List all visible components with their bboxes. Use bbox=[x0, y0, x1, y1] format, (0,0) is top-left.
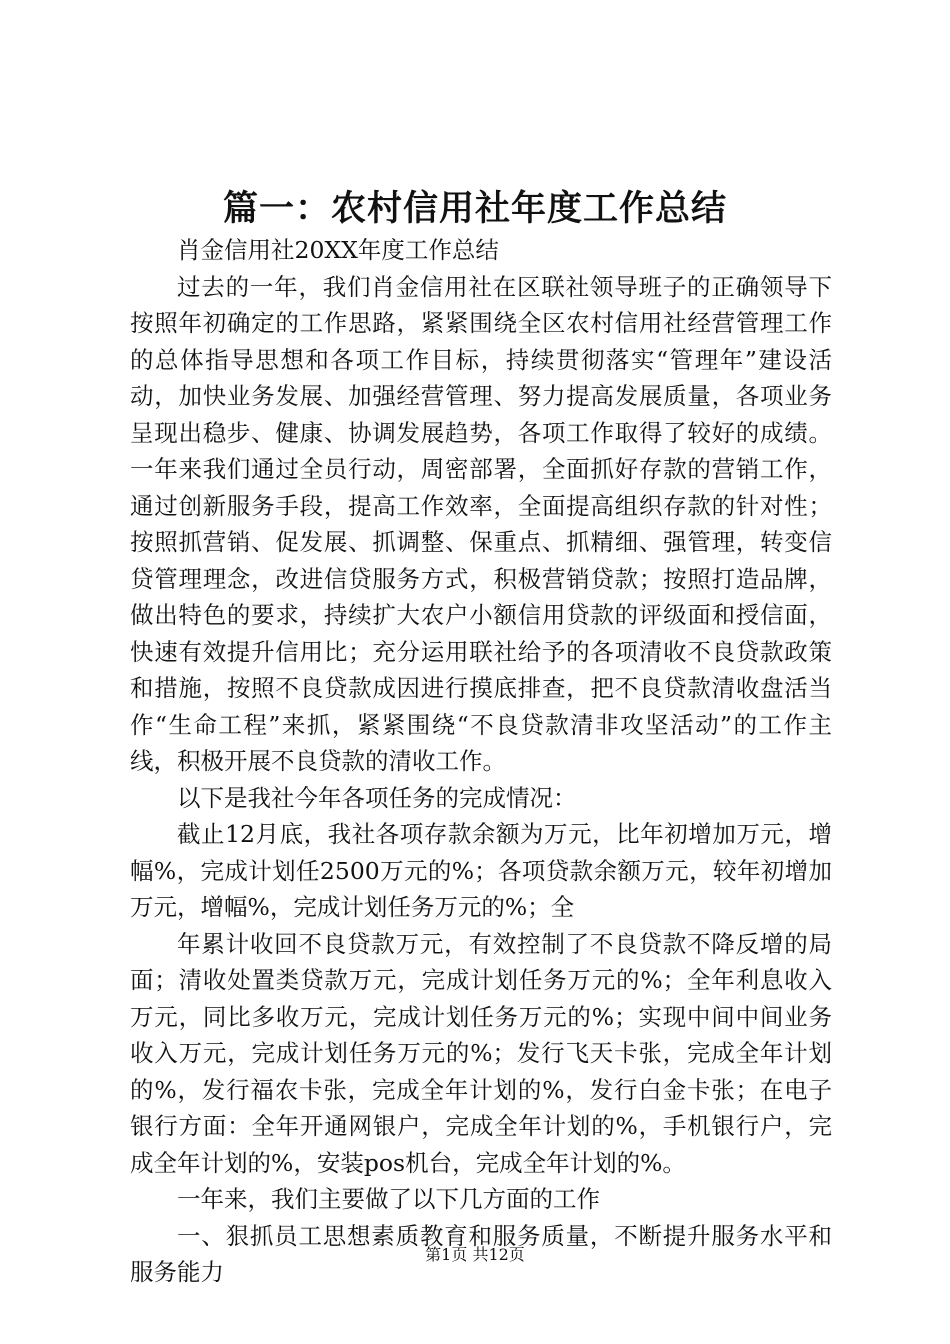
paragraph-work-intro: 一年来，我们主要做了以下几方面的工作 bbox=[177, 1185, 600, 1213]
document-title: 篇一：农村信用社年度工作总结 bbox=[222, 188, 727, 229]
paragraph-task-intro: 以下是我社今年各项任务的完成情况： bbox=[177, 783, 577, 812]
page-number-footer: 第1页 共12页 bbox=[425, 1245, 525, 1264]
paragraph-overview: 过去的一年，我们肖金信用社在区联社领导班子的正确领导下按照年初确定的工作思路，紧紧围绕全区农村信用社经营管理工作的总体指导思想和各项工作目标，持续贯彻落实“管理年”建设活动，加快业务发展、加强经营管理、努力提高发展质量，各项业务呈现出稳步、健康、协调发展趋势，各项工作取得了较好的成绩。一年来我们通过全员行动，周密部署，全面抓好存款的营销工作，通过创新服务手段，提高工作效率，全面提高组织存款的针对性；按照抓营销、促发展、抓调整、保重点、抓精细、强管理，转变信贷管理理念，改进信贷服务方式，积极营销贷款；按照打造品牌，做出特色的要求，持续扩大农户小额信用贷款的评级面和授信面，快速有效提升信用比；充分运用联社给予的各项清收不良贷款政策和措施，按照不良贷款成因进行摸底排查，把不良贷款清收盘活当作“生命工程”来抓，紧紧围绕“不良贷款清非攻坚活动”的工作主线，积极开展不良贷款的清收工作。 bbox=[130, 272, 832, 775]
document-body bbox=[130, 232, 832, 1291]
paragraph-nonperforming-loans: 年累计收回不良贷款万元，有效控制了不良贷款不降反增的局面；清收处置类贷款万元，完成计划任务万元的%；全年利息收入万元，同比多收万元，完成计划任务万元的%；实现中间中间业务收入万元，完成计划任务万元的%；发行飞天卡张，完成全年计划的%，发行福农卡张，完成全年计划的%，发行白金卡张；在电子银行方面：全年开通网银户，完成全年计划的%，手机银行户，完成全年计划的%，安装pos机台，完成全年计划的%。 bbox=[130, 929, 832, 1177]
paragraph-subtitle: 肖金信用社20XX年度工作总结 bbox=[177, 236, 499, 264]
paragraph-deposits-loans: 截止12月底，我社各项存款余额为万元，比年初增加万元，增幅%，完成计划任2500万元的%；各项贷款余额万元，较年初增加万元，增幅%，完成计划任务万元的%；全 bbox=[130, 820, 832, 921]
paragraph-section-one: 一、狠抓员工思想素质教育和服务质量，不断提升服务水平和服务能力 bbox=[130, 1221, 832, 1286]
